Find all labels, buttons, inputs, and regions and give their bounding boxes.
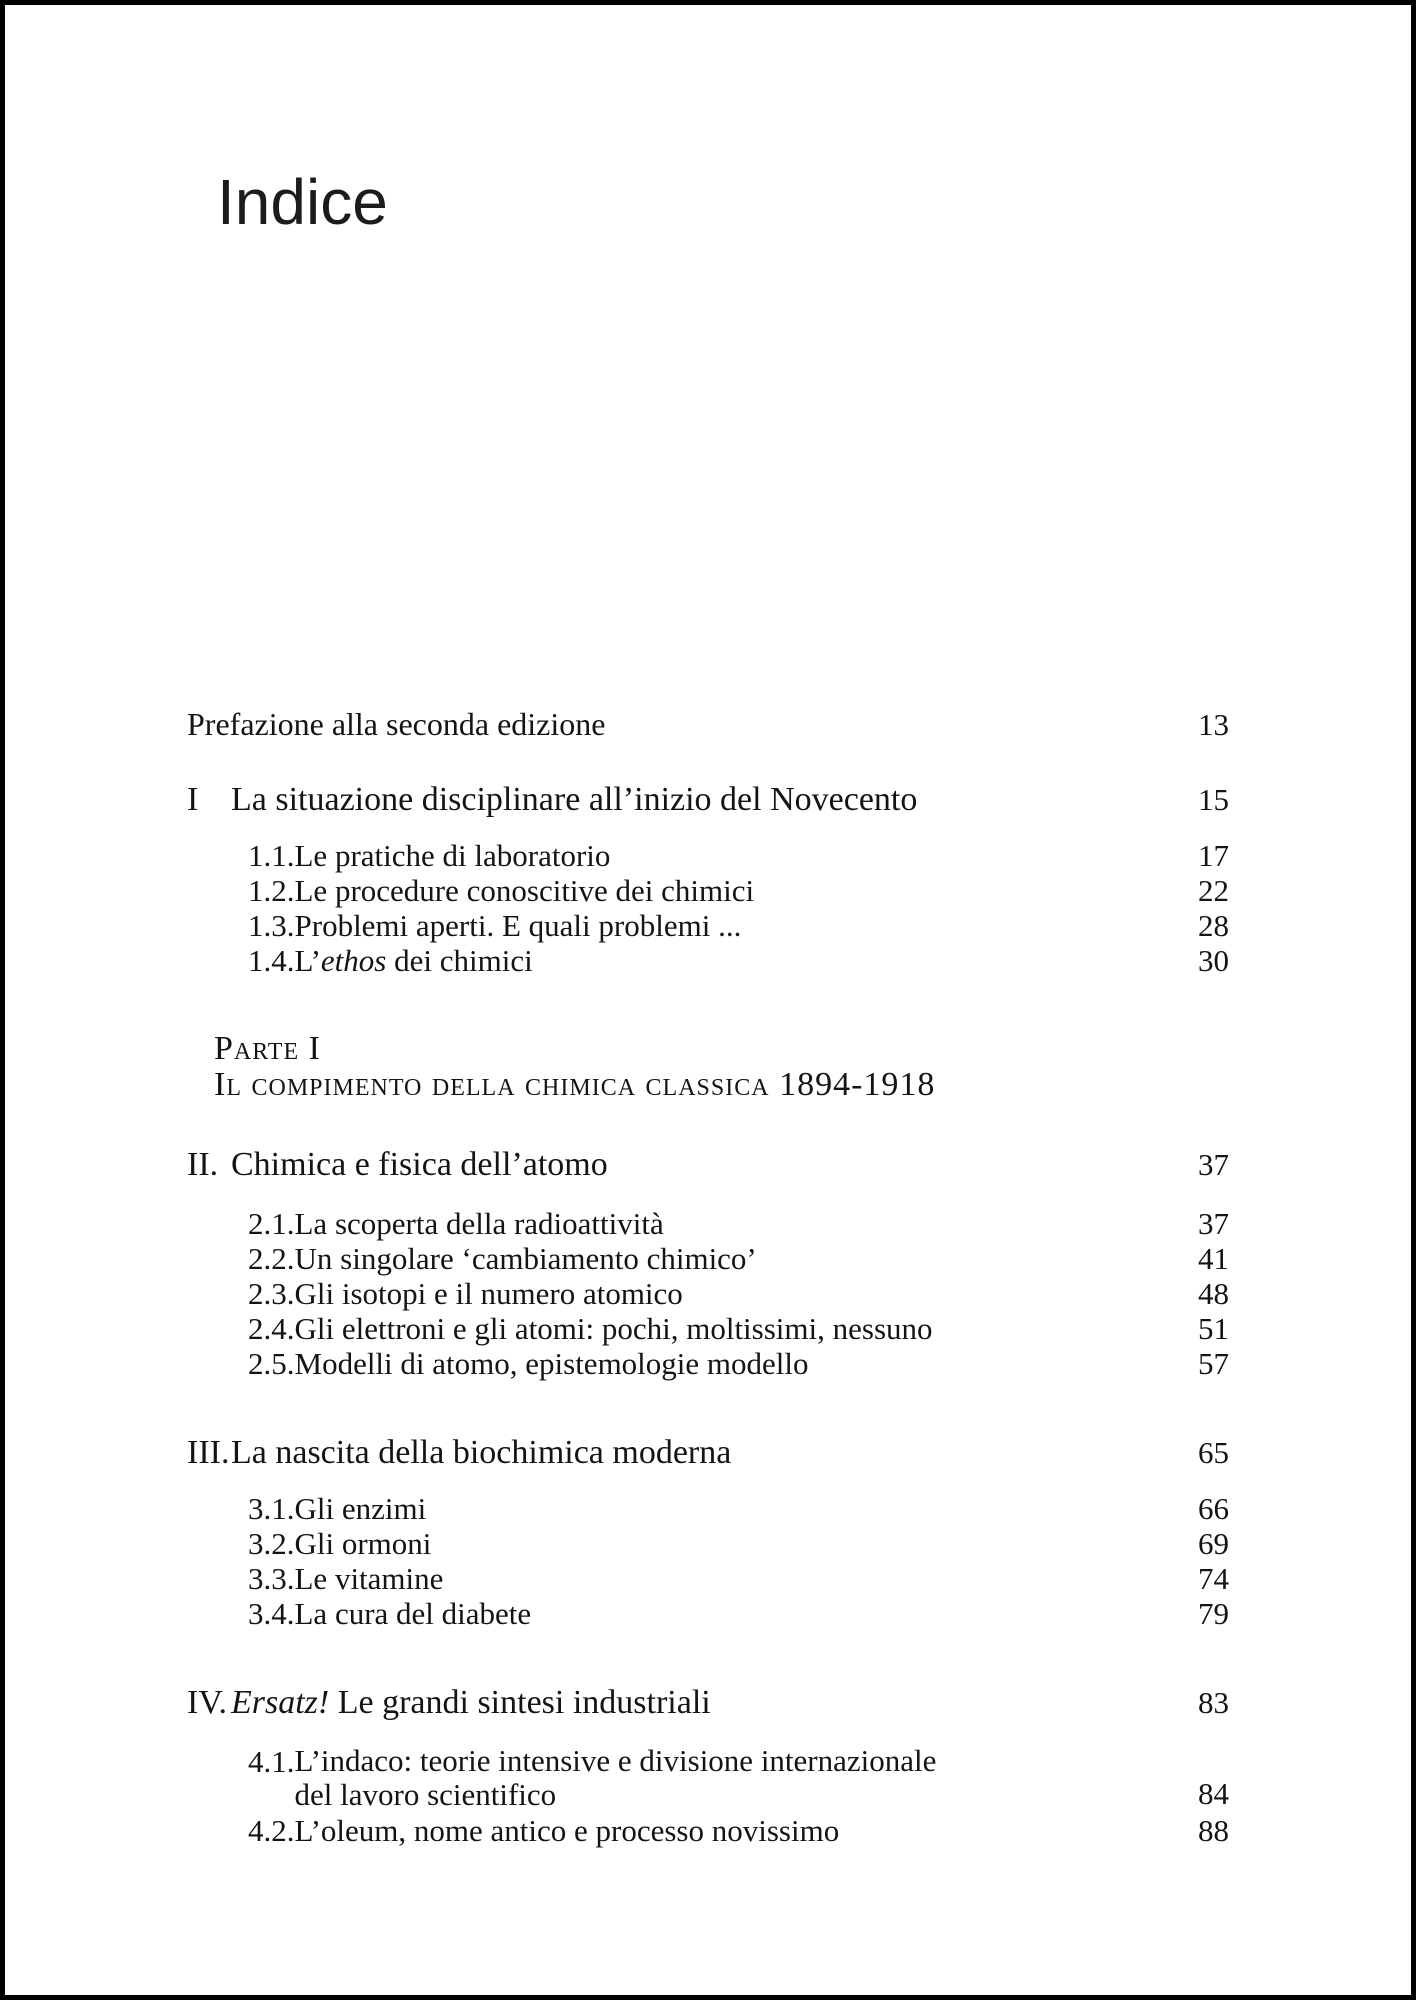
chapter-title	[231, 1684, 1188, 1722]
chapter-title-italic: Ersatz!	[231, 1684, 330, 1721]
chapter-number: IV.	[187, 1684, 227, 1721]
toc-item-3-1	[248, 1491, 1229, 1527]
chapter-title: La situazione disciplinare all’inizio del Novecento	[231, 781, 918, 818]
toc-item-2-2	[248, 1241, 1229, 1277]
page-number: 37	[1198, 1147, 1229, 1182]
item-number: 2.4.	[248, 1311, 295, 1346]
toc-item-1-1	[248, 838, 1229, 874]
item-title	[295, 943, 1189, 979]
item-number: 3.2.	[248, 1526, 295, 1561]
page-number: 13	[1198, 707, 1229, 742]
toc-item-4-1	[248, 1744, 1229, 1812]
toc-item-4-2	[248, 1813, 1229, 1849]
page-number: 74	[1198, 1561, 1229, 1596]
toc-chapter-4	[187, 1684, 1229, 1722]
toc-chapter-2	[187, 1146, 1229, 1184]
item-title: Problemi aperti. E quali problemi ...	[294, 908, 742, 943]
item-title: La scoperta della radioattività	[294, 1206, 664, 1241]
toc-chapter-1	[187, 781, 1229, 819]
chapter-number: III.	[187, 1434, 230, 1471]
item-title-italic: ethos	[320, 943, 387, 978]
page-number: 17	[1198, 838, 1229, 873]
item-title: Le procedure conoscitive dei chimici	[294, 873, 755, 908]
item-title: Modelli di atomo, epistemologie modello	[294, 1346, 809, 1381]
item-title: La cura del diabete	[294, 1596, 532, 1631]
item-number: 4.1.	[248, 1744, 295, 1779]
page-number: 57	[1198, 1346, 1229, 1381]
item-title-prefix: L’	[294, 943, 321, 978]
item-number: 2.5.	[248, 1346, 295, 1381]
item-title: Le vitamine	[294, 1561, 444, 1596]
chapter-number: I	[187, 781, 199, 818]
page-number: 28	[1198, 908, 1229, 943]
item-title-line1: L’indaco: teorie intensive e divisione internazionale	[294, 1743, 937, 1778]
page-number: 37	[1198, 1206, 1229, 1241]
toc-item-1-4	[248, 943, 1229, 979]
toc-item-3-3	[248, 1561, 1229, 1597]
toc-item-2-3	[248, 1276, 1229, 1312]
toc-item-3-2	[248, 1526, 1229, 1562]
chapter-title: Chimica e fisica dell’atomo	[231, 1146, 608, 1183]
item-title: Le pratiche di laboratorio	[294, 838, 611, 873]
chapter-title-rest: Le grandi sintesi industriali	[329, 1684, 711, 1721]
page-number: 84	[1198, 1776, 1229, 1811]
item-title: L’oleum, nome antico e processo novissimo	[294, 1813, 840, 1848]
entry-title: Prefazione alla seconda edizione	[187, 706, 606, 742]
part-heading	[214, 1031, 935, 1103]
item-title: Un singolare ‘cambiamento chimico’	[294, 1241, 757, 1276]
page-number: 22	[1198, 873, 1229, 908]
item-number: 2.3.	[248, 1276, 295, 1311]
toc-item-3-4	[248, 1596, 1229, 1632]
page-number: 88	[1198, 1813, 1229, 1848]
item-number: 3.4.	[248, 1596, 295, 1631]
page-number: 30	[1198, 943, 1229, 978]
item-title	[295, 1744, 1189, 1812]
part-label: Parte I	[214, 1030, 321, 1067]
toc-entry-preface	[187, 706, 1229, 743]
item-number: 3.3.	[248, 1561, 295, 1596]
toc-item-2-4	[248, 1311, 1229, 1347]
part-subtitle: Il compimento della chimica classica 1894-1918	[214, 1066, 936, 1103]
item-number: 3.1.	[248, 1491, 295, 1526]
item-title: Gli ormoni	[294, 1526, 432, 1561]
toc-item-1-2	[248, 873, 1229, 909]
item-title: Gli enzimi	[294, 1491, 427, 1526]
item-title-line2: del lavoro scientifico	[294, 1777, 557, 1812]
item-number: 4.2.	[248, 1813, 295, 1848]
page-number: 48	[1198, 1276, 1229, 1311]
item-number: 1.3.	[248, 908, 295, 943]
page-number: 83	[1198, 1685, 1229, 1720]
item-number: 2.1.	[248, 1206, 295, 1241]
item-number: 1.4.	[248, 943, 295, 978]
page-number: 15	[1198, 782, 1229, 817]
item-number: 1.1.	[248, 838, 295, 873]
page-number: 51	[1198, 1311, 1229, 1346]
page-number: 79	[1198, 1596, 1229, 1631]
page-number: 66	[1198, 1491, 1229, 1526]
chapter-title: La nascita della biochimica moderna	[231, 1434, 732, 1471]
page-number: 69	[1198, 1526, 1229, 1561]
toc-item-2-5	[248, 1346, 1229, 1382]
page-title: Indice	[217, 165, 388, 238]
toc-item-1-3	[248, 908, 1229, 944]
item-title: Gli elettroni e gli atomi: pochi, moltissimi, nessuno	[294, 1311, 933, 1346]
item-number: 2.2.	[248, 1241, 295, 1276]
page-number: 41	[1198, 1241, 1229, 1276]
item-title: Gli isotopi e il numero atomico	[294, 1276, 683, 1311]
chapter-number: II.	[187, 1146, 219, 1183]
item-title-suffix: dei chimici	[386, 943, 533, 978]
item-number: 1.2.	[248, 873, 295, 908]
toc-chapter-3	[187, 1434, 1229, 1472]
toc-item-2-1	[248, 1206, 1229, 1242]
page-number: 65	[1198, 1435, 1229, 1470]
